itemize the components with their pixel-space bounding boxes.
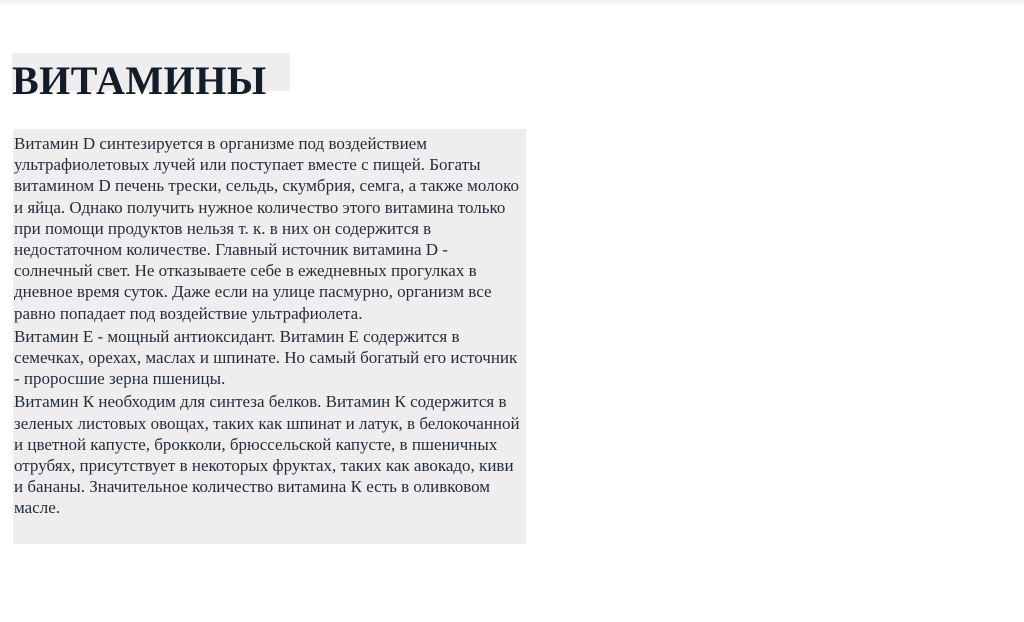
text-panel: [14, 133, 522, 521]
paragraph-vitamin-d: Витамин D синтезируется в организме под воздействием ультрафиолетовых лучей или поступает вместе с пищей. Богаты витамином D печень трески, сельдь, скумбрия, семга, а также молоко и яйца. Однако получить нужное количество этого витамина только при помощи продуктов нельзя т. к. в них он содержится в недостаточном количестве. Главный источник витамина D - солнечный свет. Не отказываете себе в ежедневных прогулках в дневное время суток. Даже если на улице пасмурно, организм все равно попадает под воздействие ультрафиолета.: [14, 134, 520, 323]
paragraph-vitamin-e: Витамин Е - мощный антиоксидант. Витамин Е содержится в семечках, орехах, маслах и шпинате. Но самый богатый его источник - проросшие зерна пшеницы.: [14, 326, 518, 389]
paragraph-vitamin-k: Витамин К необходим для синтеза белков. Витамин К содержится в зеленых листовых овощах, таких как шпинат и латук, в белокочанной и цветной капусте, брокколи, брюссельской капусте, в пшеничных отрубях, присутствует в некоторых фруктах, таких как авокадо, киви и бананы. Значительное количество витамина К есть в оливковом масле.: [14, 392, 520, 518]
slide-title: ВИТАМИНЫ: [12, 58, 267, 103]
top-shadow: [0, 0, 1024, 6]
